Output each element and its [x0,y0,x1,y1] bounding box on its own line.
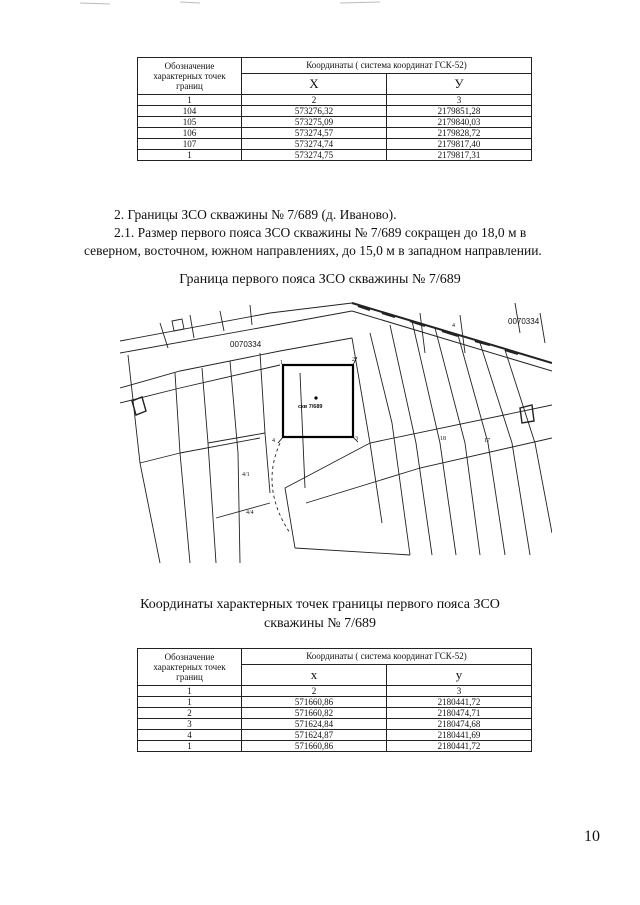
corner-label: 2 [352,357,355,363]
x-cell: 571624,84 [242,719,387,730]
corner-label: 3 [355,436,358,442]
page-number: 10 [584,828,600,845]
header-x: х [242,664,387,685]
y-cell: 2180474,68 [387,719,532,730]
table-row [138,139,532,150]
y-cell: 2179817,40 [387,139,532,150]
y-cell: 2180441,72 [387,697,532,708]
plot-label: 4/4 [246,510,254,516]
y-cell: 2180474,71 [387,708,532,719]
parcel-number-right: 0070334 [508,317,540,326]
parcel-number-left: 0070334 [230,340,262,349]
table-row [138,697,532,708]
header-point-label: Обозначение характерных точек границ [138,649,242,686]
coordinates-table-2 [137,648,532,752]
map-title: Граница первого пояса ЗСО скважины № 7/689 [179,272,461,287]
point-cell: 106 [138,128,242,139]
y-cell: 2179817,31 [387,150,532,161]
point-cell: 107 [138,139,242,150]
x-cell: 573276,32 [242,106,387,117]
corner-label: 1 [280,360,283,366]
plot-label: 4 [452,323,455,329]
index-cell: 2 [242,686,387,697]
header-y: У [387,73,532,94]
plot-label: 17 [484,438,490,444]
corner-label: 4 [272,438,275,444]
scan-artifact [0,0,640,8]
header-coord-system: Координаты ( система координат ГСК-52) [242,58,532,74]
plot-label: 18 [440,436,446,442]
x-cell: 573275,09 [242,117,387,128]
point-cell: 4 [138,730,242,741]
y-cell: 2180441,72 [387,741,532,752]
first-belt-boundary [283,365,353,437]
header-point-label: Обозначение характерных точек границ [138,58,242,95]
y-cell: 2179828,72 [387,128,532,139]
section-text-line2: северном, восточном, южном направлениях, до 15,0 м в западном направлении. [84,243,542,258]
x-cell: 571660,82 [242,708,387,719]
x-cell: 573274,75 [242,150,387,161]
index-cell: 1 [138,95,242,106]
point-cell: 105 [138,117,242,128]
table-row [138,117,532,128]
section-title: 2. Границы ЗСО скважины № 7/689 (д. Иваново). [114,207,397,222]
table-row [138,730,532,741]
index-cell: 3 [387,95,532,106]
x-cell: 571660,86 [242,697,387,708]
coordinates-heading-line1: Координаты характерных точек границы первого пояса ЗСО [140,597,500,612]
table-row [138,128,532,139]
coordinates-heading-line2: скважины № 7/689 [264,616,376,631]
section-text-line1: 2.1. Размер первого пояса ЗСО скважины № 7/689 сокращен до 18,0 м в [114,225,527,240]
x-cell: 571660,86 [242,741,387,752]
table-row [138,741,532,752]
y-cell: 2179840,03 [387,117,532,128]
index-cell: 2 [242,95,387,106]
well-label: скв 7/689 [298,404,323,410]
header-x: X [242,73,387,94]
table-row [138,106,532,117]
index-cell: 3 [387,686,532,697]
point-cell: 1 [138,150,242,161]
x-cell: 573274,57 [242,128,387,139]
header-y: у [387,664,532,685]
table-row [138,150,532,161]
cadastral-map [120,293,552,563]
table-row [138,708,532,719]
coordinates-table-1 [137,57,532,161]
y-cell: 2179851,28 [387,106,532,117]
plot-label: 4/1 [242,472,250,478]
point-cell: 1 [138,697,242,708]
point-cell: 2 [138,708,242,719]
x-cell: 571624,87 [242,730,387,741]
y-cell: 2180441,69 [387,730,532,741]
point-cell: 3 [138,719,242,730]
point-cell: 104 [138,106,242,117]
header-coord-system: Координаты ( система координат ГСК-52) [242,649,532,665]
table-row [138,719,532,730]
x-cell: 573274,74 [242,139,387,150]
point-cell: 1 [138,741,242,752]
index-cell: 1 [138,686,242,697]
